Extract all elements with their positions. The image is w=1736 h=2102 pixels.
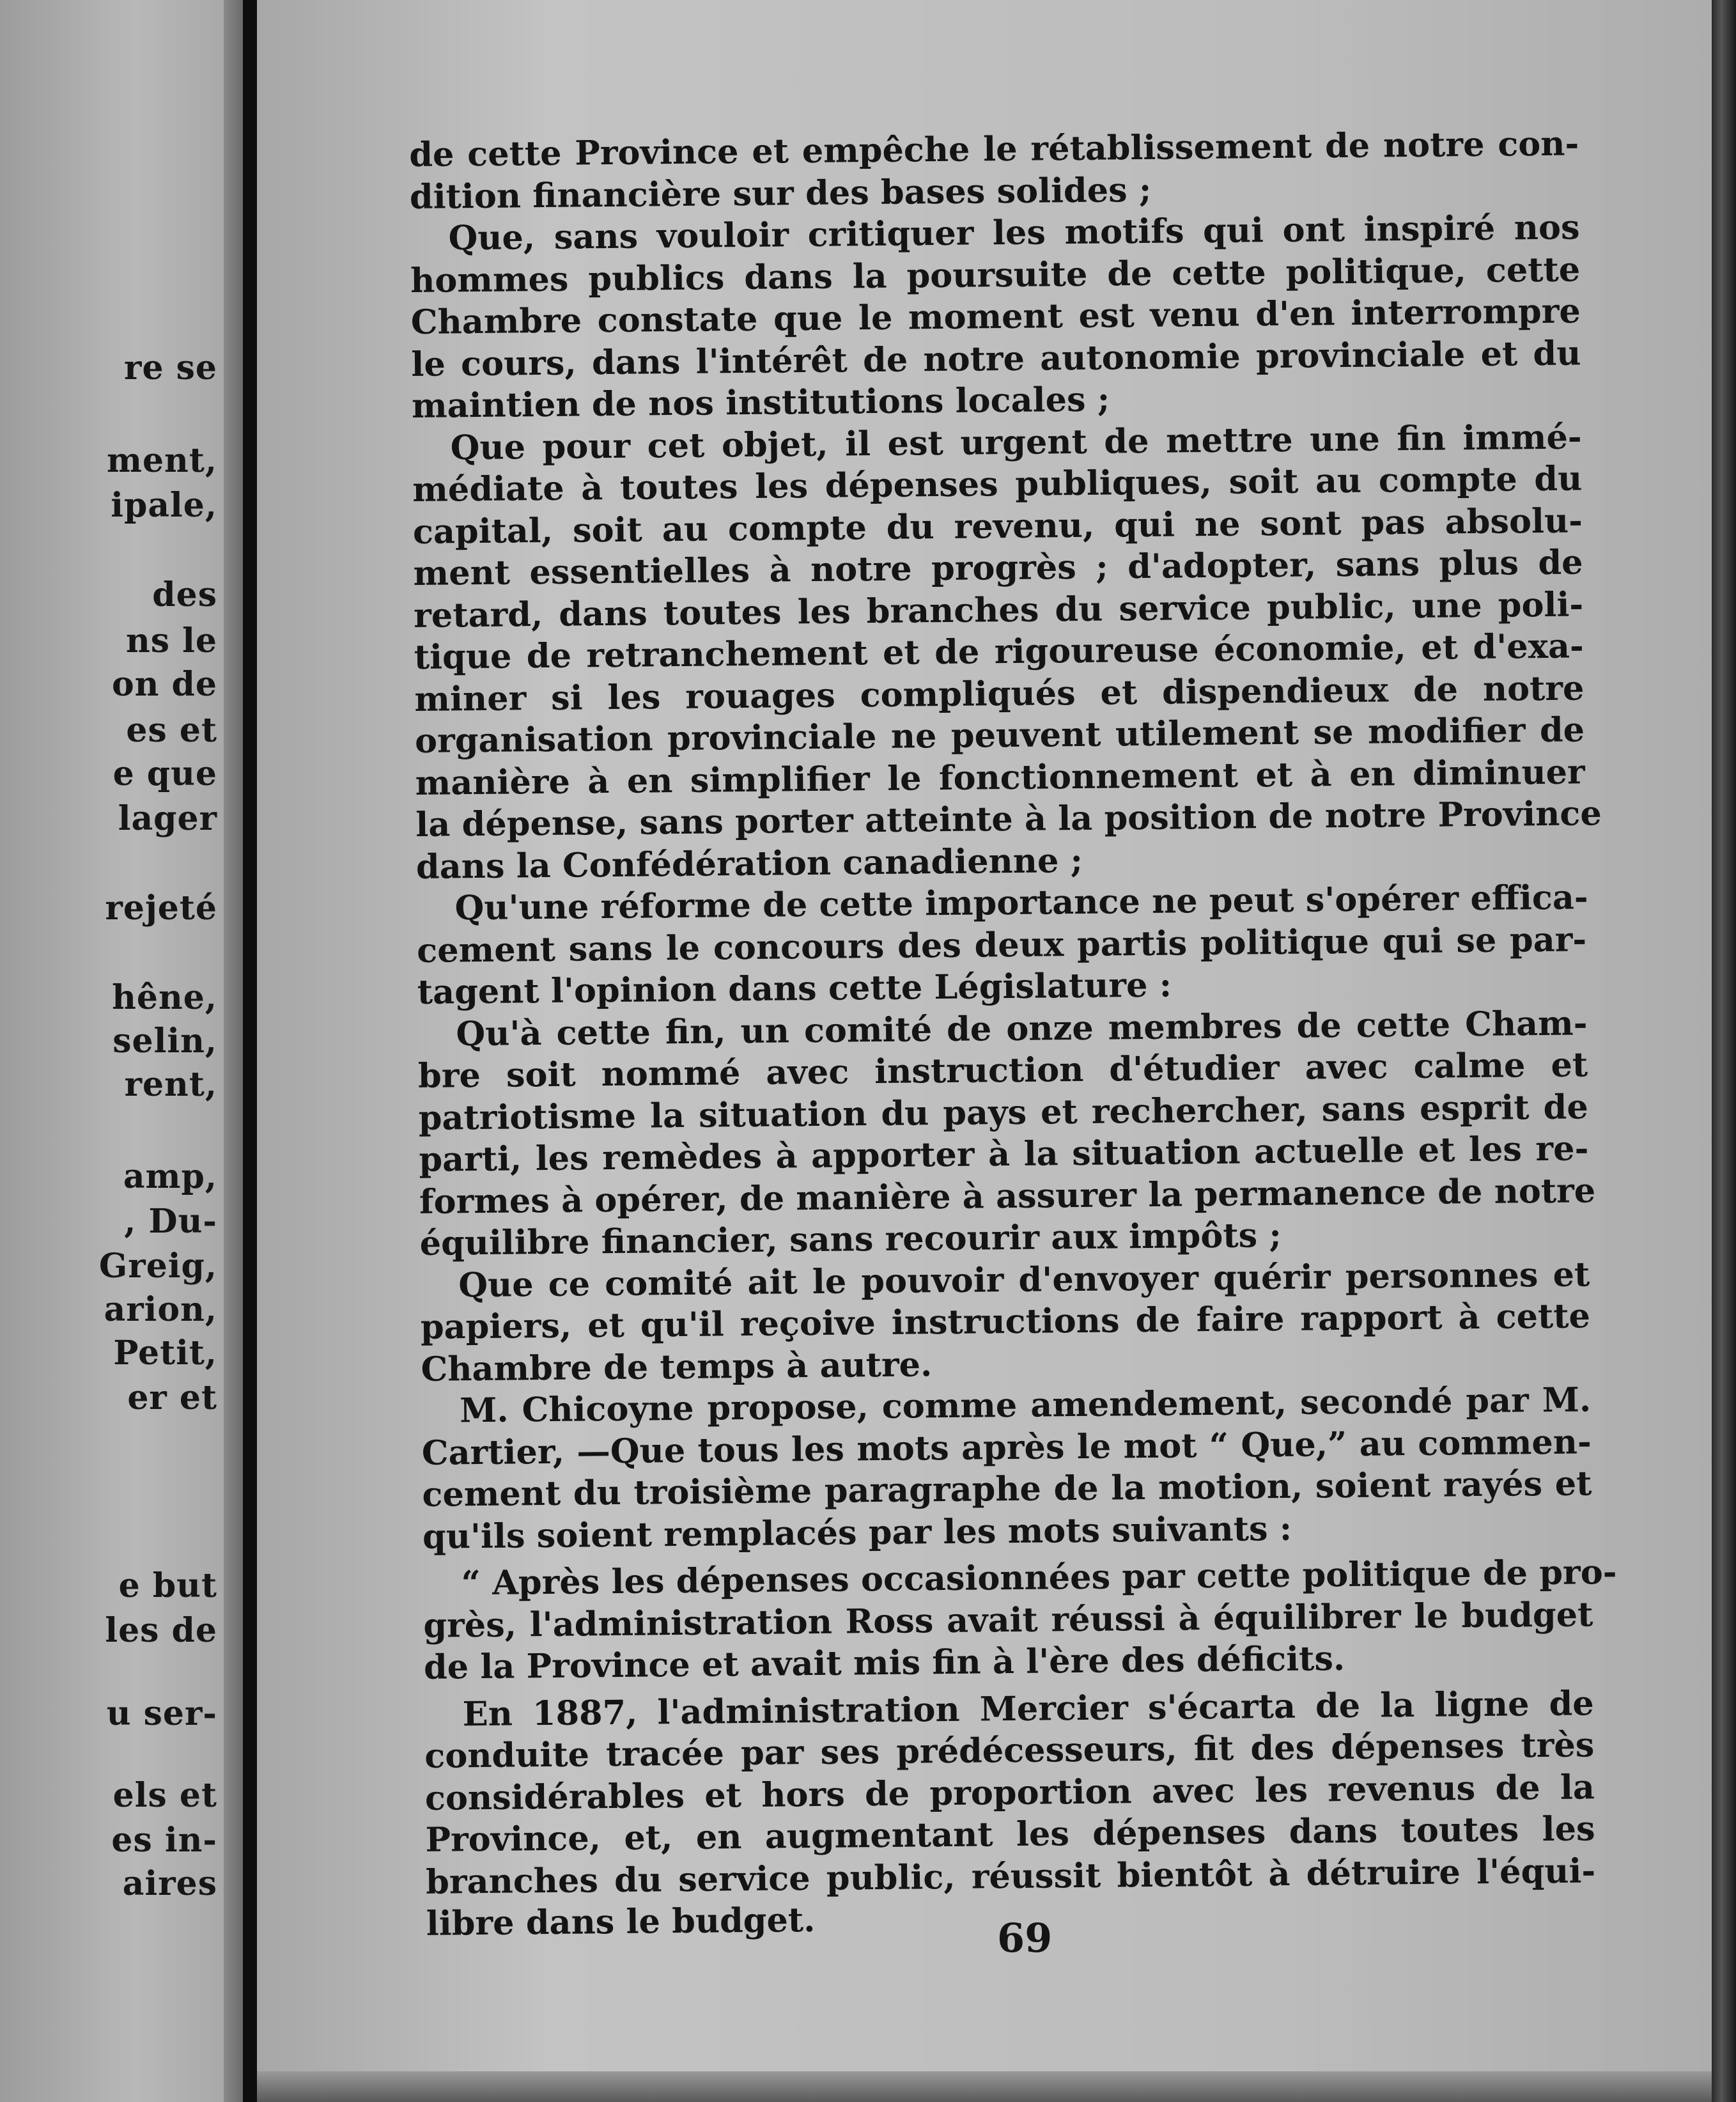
- text-line: tagent l'opinion dans cette Législature :: [417, 965, 1172, 1012]
- text-line: ment essentielles à notre progrès ; d'adopter, sans plus de: [413, 543, 1583, 593]
- left-page-text-fragment: rent,: [124, 1065, 217, 1104]
- text-line: dition financière sur des bases solides ;: [409, 170, 1152, 217]
- left-page-text-fragment: re se: [124, 348, 217, 387]
- text-line: le cours, dans l'intérêt de notre autonomie provinciale et du: [411, 333, 1581, 384]
- paragraph: [412, 416, 1602, 888]
- left-page-text-fragment: aires: [122, 1864, 217, 1903]
- text-line: libre dans le budget.: [426, 1901, 816, 1943]
- text-line: papiers, et qu'il reçoive instructions de faire rapport à cette: [420, 1296, 1591, 1347]
- paragraph: [424, 1683, 1596, 1945]
- text-line: Qu'à cette fin, un comité de onze membres de cette Cham-: [456, 1003, 1588, 1054]
- paragraph: [410, 206, 1581, 427]
- paragraph: [422, 1552, 1617, 1688]
- text-line: En 1887, l'administration Mercier s'écarta de la ligne de: [462, 1683, 1594, 1734]
- left-page-text-fragment: er et: [127, 1378, 217, 1417]
- text-line: équilibre financier, sans recourir aux impôts ;: [419, 1215, 1282, 1263]
- left-page-text-fragment: Petit,: [113, 1334, 217, 1373]
- text-line: patriotisme la situation du pays et rechercher, sans esprit de: [418, 1087, 1588, 1138]
- left-page-text-fragment: u ser-: [106, 1694, 217, 1733]
- text-line: la dépense, sans porter atteinte à la position de notre Province: [415, 794, 1602, 845]
- left-page-text-fragment: e but: [118, 1566, 217, 1605]
- left-page-text-fragment: lager: [118, 799, 217, 838]
- page-body-text: [409, 123, 1617, 1950]
- text-line: considérables et hors de proportion avec les revenus de la: [424, 1767, 1595, 1818]
- text-line: Que ce comité ait le pouvoir d'envoyer quérir personnes et: [458, 1254, 1590, 1305]
- left-page-text-fragment: rejeté: [105, 889, 217, 928]
- text-line: manière à en simplifier le fonctionnement et à en diminuer: [415, 752, 1585, 803]
- text-line: conduite tracée par ses prédécesseurs, fit des dépenses très: [424, 1725, 1595, 1776]
- text-line: miner si les rouages compliqués et dispendieux de notre: [414, 668, 1585, 719]
- text-line: tique de retranchement et de rigoureuse économie, et d'exa-: [414, 627, 1585, 677]
- text-line: M. Chicoyne propose, comme amendement, secondé par M.: [459, 1380, 1592, 1431]
- left-page-text-fragment: amp,: [123, 1157, 217, 1196]
- text-line: “ Après les dépenses occasionnées par cette politique de pro-: [461, 1552, 1617, 1603]
- text-line: maintien de nos institutions locales ;: [411, 380, 1110, 426]
- left-page-text-fragment: , Du-: [124, 1202, 217, 1241]
- left-page-text-fragment: ment,: [106, 441, 217, 480]
- gutter-shadow: [224, 0, 243, 2102]
- text-line: hommes publics dans la poursuite de cette politique, cette: [410, 249, 1581, 300]
- text-line: branches du service public, réussit bientôt à détruire l'équi-: [425, 1851, 1596, 1902]
- left-page-text-fragment: Greig,: [98, 1247, 217, 1286]
- page-number: 69: [997, 1915, 1053, 1961]
- left-page-fragment: [0, 0, 224, 2102]
- text-line: médiate à toutes les dépenses publiques, soit au compte du: [412, 459, 1583, 510]
- text-line: formes à opérer, de manière à assurer la permanence de notre: [419, 1171, 1596, 1222]
- left-page-text-fragment: ns le: [125, 621, 217, 660]
- paragraph: [409, 123, 1579, 218]
- text-line: grès, l'administration Ross avait réussi à équilibrer le budget: [423, 1594, 1593, 1646]
- text-line: Cartier, —Que tous les mots après le mot “ Que,” au commen-: [421, 1422, 1592, 1473]
- text-line: cement du troisième paragraphe de la motion, soient rayés et: [422, 1464, 1592, 1514]
- left-page-text-fragment: des: [152, 575, 217, 614]
- text-line: Qu'une réforme de cette importance ne peut s'opérer effica-: [454, 878, 1588, 928]
- page-bottom-edge: [257, 2071, 1712, 2102]
- book-gutter: [243, 0, 257, 2102]
- paragraph: [420, 1254, 1591, 1390]
- text-line: retard, dans toutes les branches du service public, une poli-: [413, 584, 1584, 635]
- text-line: Chambre de temps à autre.: [421, 1344, 933, 1389]
- paragraph: [417, 1002, 1596, 1265]
- left-page-text-fragment: hêne,: [112, 978, 217, 1017]
- left-page-text-fragment: els et: [112, 1776, 217, 1815]
- text-line: Que pour cet objet, il est urgent de mettre une fin immé-: [450, 417, 1582, 467]
- left-page-text-fragment: es in-: [111, 1821, 217, 1860]
- left-page-text-fragment: ipale,: [111, 486, 217, 525]
- left-page-text-fragment: e que: [112, 754, 217, 793]
- left-page-text-fragment: es et: [126, 711, 217, 750]
- text-line: qu'ils soient remplacés par les mots suivants :: [422, 1509, 1292, 1557]
- text-line: Province, et, en augmentant les dépenses dans toutes les: [425, 1809, 1595, 1860]
- left-page-text-fragment: on de: [111, 665, 217, 704]
- text-line: dans la Confédération canadienne ;: [415, 841, 1083, 887]
- text-line: Que, sans vouloir critiquer les motifs qui ont inspiré nos: [448, 208, 1580, 258]
- paragraph: [416, 876, 1587, 1013]
- page-right-edge: [1712, 0, 1736, 2102]
- text-line: de la Province et avait mis fin à l'ère des déficits.: [423, 1639, 1345, 1687]
- text-line: de cette Province et empêche le rétablissement de notre con-: [409, 124, 1579, 175]
- text-line: Chambre constate que le moment est venu d'en interrompre: [410, 292, 1581, 342]
- paragraph: [421, 1379, 1592, 1558]
- left-page-text-fragment: selin,: [112, 1022, 217, 1061]
- left-page-text-fragment: arion,: [104, 1290, 217, 1329]
- text-line: bre soit nommé avec instruction d'étudier avec calme et: [417, 1045, 1588, 1096]
- text-line: organisation provinciale ne peuvent utilement se modifier de: [414, 710, 1585, 761]
- left-page-text-fragment: les de: [105, 1611, 217, 1650]
- text-line: cement sans le concours des deux partis politique qui se par-: [416, 919, 1587, 970]
- text-line: parti, les remèdes à apporter à la situation actuelle et les re-: [419, 1129, 1589, 1179]
- text-line: capital, soit au compte du revenu, qui ne sont pas absolu-: [412, 501, 1583, 552]
